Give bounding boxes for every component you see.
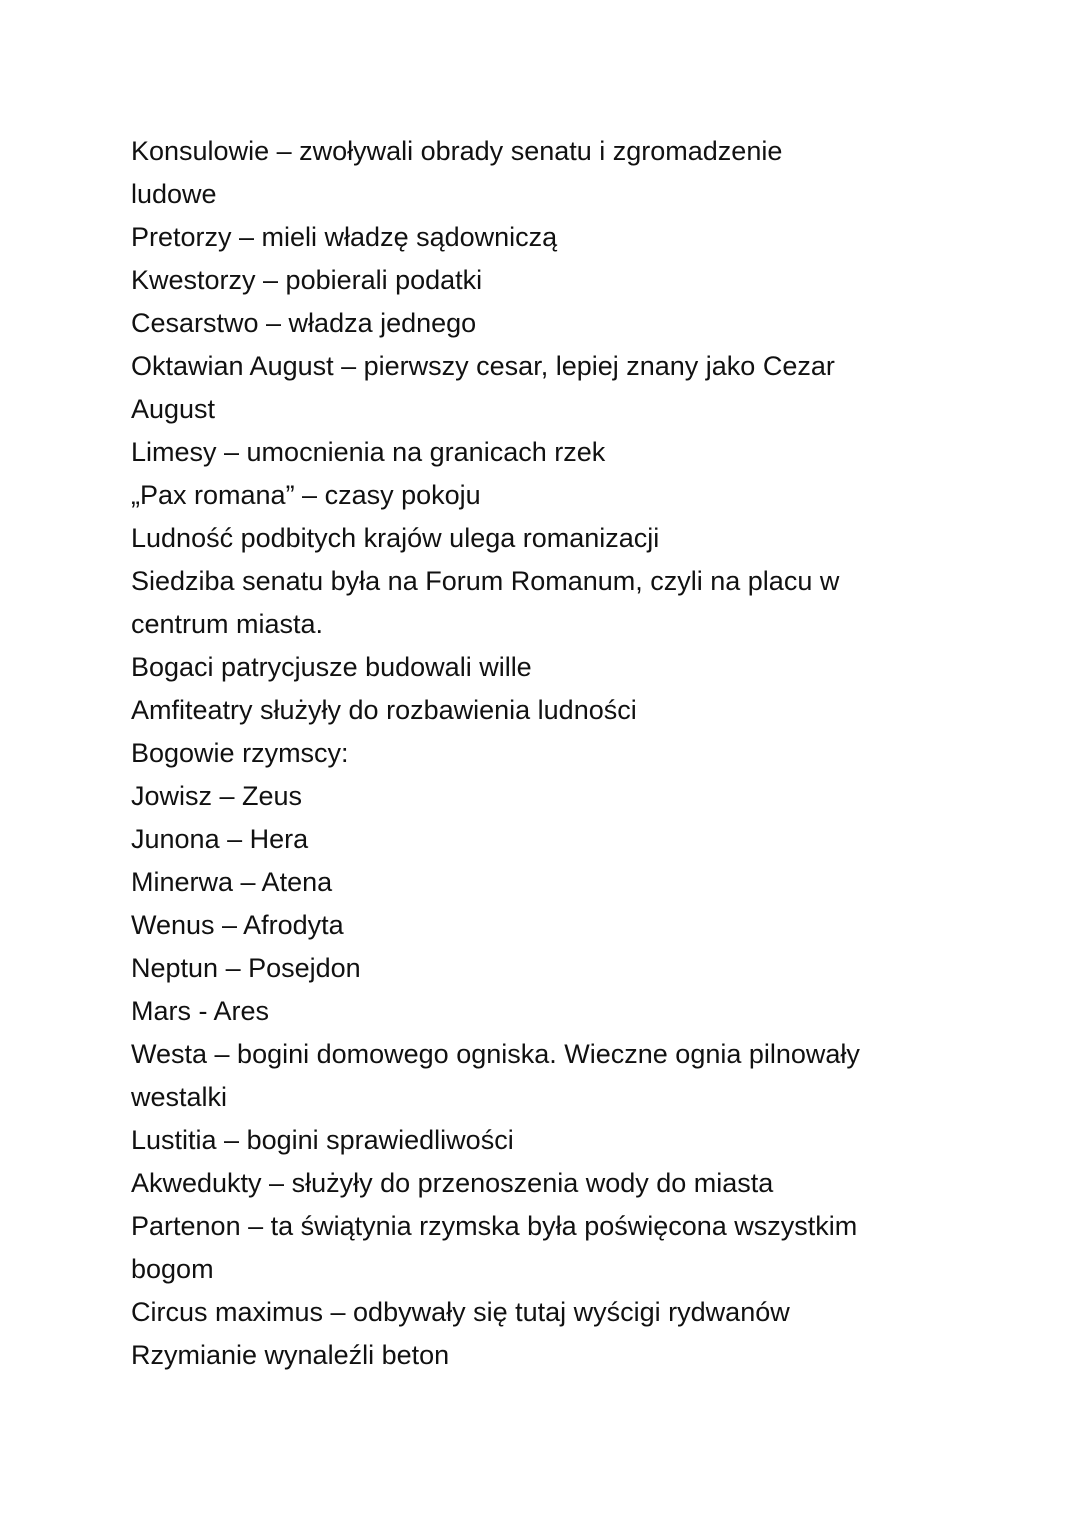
- text-line: Bogaci patrycjusze budowali wille: [131, 652, 532, 682]
- text-line: bogom: [131, 1254, 214, 1284]
- text-line: Junona – Hera: [131, 824, 309, 854]
- text-line: Westa – bogini domowego ogniska. Wieczne ognia pilnowały: [131, 1039, 860, 1069]
- text-line: ludowe: [131, 179, 217, 209]
- text-line: Partenon – ta świątynia rzymska była poświęcona wszystkim: [131, 1211, 858, 1241]
- text-line: Mars - Ares: [131, 996, 270, 1026]
- text-line: Pretorzy – mieli władzę sądowniczą: [131, 222, 558, 252]
- text-line: Bogowie rzymscy:: [131, 738, 349, 768]
- text-line: Lustitia – bogini sprawiedliwości: [131, 1125, 514, 1155]
- text-line: Cesarstwo – władza jednego: [131, 308, 477, 338]
- text-line: „Pax romana” – czasy pokoju: [131, 480, 481, 510]
- text-line: Minerwa – Atena: [131, 867, 333, 897]
- text-line: centrum miasta.: [131, 609, 324, 639]
- text-line: Oktawian August – pierwszy cesar, lepiej znany jako Cezar: [131, 351, 835, 381]
- text-line: Siedziba senatu była na Forum Romanum, czyli na placu w: [131, 566, 840, 596]
- document-body: [131, 130, 860, 1377]
- text-line: Konsulowie – zwoływali obrady senatu i zgromadzenie: [131, 136, 783, 166]
- text-line: Jowisz – Zeus: [131, 781, 303, 811]
- text-line: Circus maximus – odbywały się tutaj wyścigi rydwanów: [131, 1297, 790, 1327]
- text-line: Neptun – Posejdon: [131, 953, 361, 983]
- text-line: westalki: [131, 1082, 228, 1112]
- text-line: Limesy – umocnienia na granicach rzek: [131, 437, 606, 467]
- text-line: August: [131, 394, 216, 424]
- text-line: Rzymianie wynaleźli beton: [131, 1340, 450, 1370]
- text-line: Akwedukty – służyły do przenoszenia wody do miasta: [131, 1168, 774, 1198]
- text-line: Kwestorzy – pobierali podatki: [131, 265, 483, 295]
- text-line: Ludność podbitych krajów ulega romanizacji: [131, 523, 660, 553]
- text-line: Amfiteatry służyły do rozbawienia ludności: [131, 695, 637, 725]
- text-line: Wenus – Afrodyta: [131, 910, 344, 940]
